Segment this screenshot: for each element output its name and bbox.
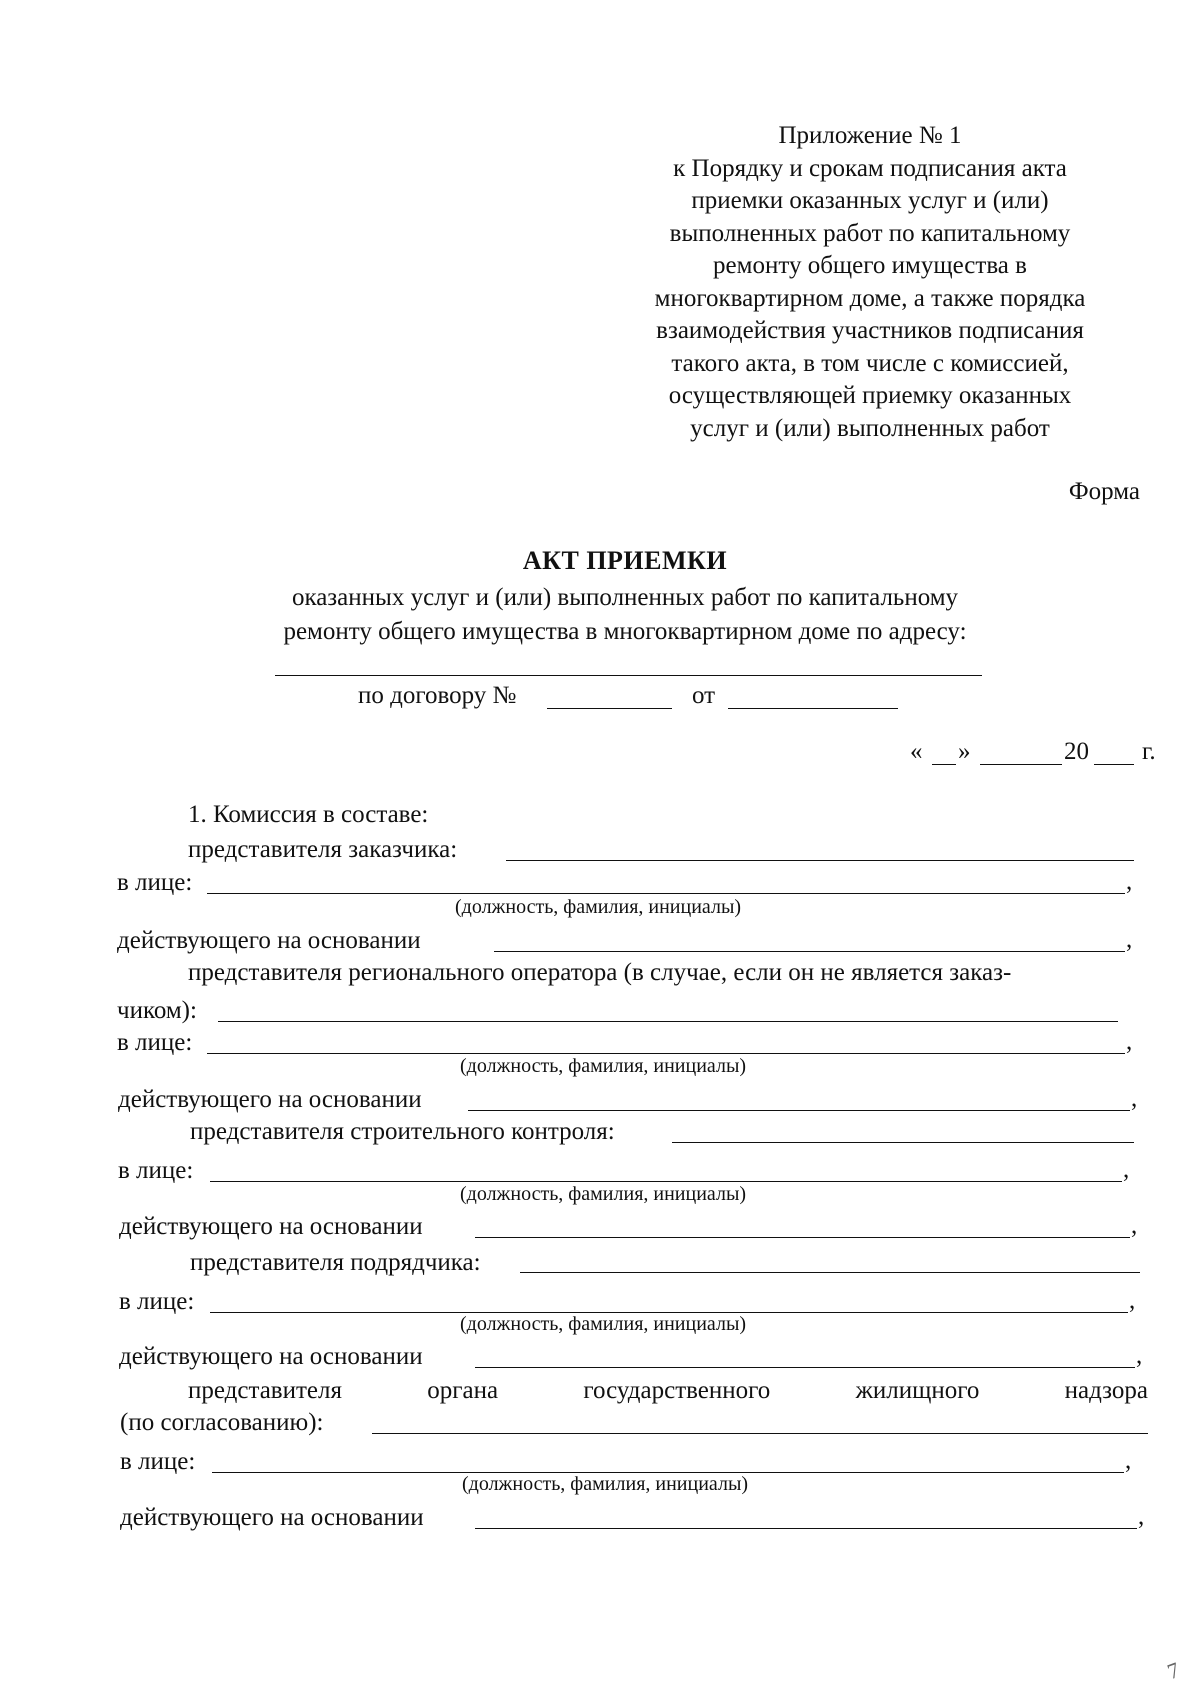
date-year-prefix: 20 (1064, 738, 1089, 765)
in-person-label: в лице: (117, 1029, 193, 1056)
contractor-field[interactable] (520, 1272, 1140, 1273)
comma: , (1129, 1287, 1136, 1314)
appendix-line: выполненных работ по капитальному (669, 219, 1071, 247)
contract-number-field[interactable] (547, 708, 672, 709)
person-caption: (должность, фамилия, инициалы) (460, 1055, 747, 1077)
acting-basis-label: действующего на основании (118, 1086, 422, 1113)
construction-control-field[interactable] (672, 1142, 1134, 1143)
appendix-line: ремонту общего имущества в (713, 252, 1027, 279)
date-suffix: г. (1142, 738, 1156, 765)
appendix-line: осуществляющей приемку оказанных (668, 382, 1072, 409)
housing-word: представителя (188, 1377, 342, 1404)
regional-operator-field[interactable] (218, 1021, 1118, 1022)
housing-word: органа (427, 1377, 499, 1404)
housing-word: государственного (583, 1377, 771, 1404)
contract-date-field[interactable] (728, 708, 898, 709)
comma: , (1125, 1447, 1132, 1474)
regional-person-field[interactable] (207, 1053, 1125, 1054)
person-caption: (должность, фамилия, инициалы) (460, 1183, 747, 1205)
in-person-label: в лице: (118, 1157, 194, 1184)
regional-operator-label: представителя регионального оператора (в случае, если он не является заказ- (188, 959, 1012, 986)
acting-basis-label: действующего на основании (119, 1213, 423, 1240)
customer-rep-label: представителя заказчика: (188, 836, 458, 863)
comma: , (1131, 1212, 1138, 1239)
housing-word: жилищного (855, 1377, 980, 1404)
appendix-line: такого акта, в том числе с комиссией, (671, 349, 1069, 377)
date-close-quote: » (958, 738, 971, 765)
comma: , (1123, 1156, 1130, 1183)
person-caption: (должность, фамилия, инициалы) (462, 1473, 749, 1495)
appendix-title: Приложение № 1 (778, 122, 962, 149)
customer-rep-field[interactable] (506, 860, 1134, 861)
housing-word: надзора (1064, 1377, 1148, 1404)
person-caption: (должность, фамилия, инициалы) (455, 896, 742, 918)
in-person-label: в лице: (120, 1448, 196, 1475)
construction-basis-field[interactable] (475, 1237, 1130, 1238)
date-month-field[interactable] (980, 764, 1062, 765)
customer-person-field[interactable] (207, 893, 1125, 894)
appendix-block (620, 120, 1120, 445)
date-year-field[interactable] (1094, 764, 1134, 765)
acting-basis-label: действующего на основании (120, 1504, 424, 1531)
address-field[interactable] (275, 675, 982, 676)
act-title: АКТ ПРИЕМКИ (522, 546, 728, 575)
regional-basis-field[interactable] (468, 1110, 1130, 1111)
corner-mark: 7 (1163, 1656, 1183, 1685)
in-person-label: в лице: (117, 869, 193, 896)
housing-supervision-field[interactable] (372, 1433, 1148, 1434)
regional-operator-label-cont: чиком): (117, 997, 197, 1024)
construction-control-label: представителя строительного контроля: (190, 1118, 615, 1145)
act-subtitle-1: оказанных услуг и (или) выполненных работ по капитальному (291, 584, 959, 611)
appendix-line: услуг и (или) выполненных работ (690, 414, 1050, 442)
contract-from-label: от (692, 682, 716, 709)
in-person-label: в лице: (119, 1288, 195, 1315)
section-heading: 1. Комиссия в составе: (188, 801, 429, 828)
housing-basis-field[interactable] (475, 1528, 1137, 1529)
comma: , (1126, 926, 1133, 953)
comma: , (1138, 1503, 1145, 1530)
housing-supervision-label (188, 1376, 1148, 1406)
appendix-line: взаимодействия участников подписания (656, 317, 1084, 344)
date-open-quote: « (910, 738, 923, 765)
contract-prefix: по договору № (358, 682, 517, 709)
customer-basis-field[interactable] (494, 951, 1125, 952)
person-caption: (должность, фамилия, инициалы) (460, 1313, 747, 1335)
construction-person-field[interactable] (210, 1181, 1122, 1182)
appendix-line: к Порядку и срокам подписания акта (673, 154, 1067, 182)
by-agreement-label: (по согласованию): (120, 1409, 324, 1436)
form-label: Форма (1068, 478, 1140, 505)
appendix-line: приемки оказанных услуг и (или) (691, 187, 1049, 214)
contractor-basis-field[interactable] (475, 1367, 1135, 1368)
comma: , (1126, 1028, 1133, 1055)
act-subtitle-2: ремонту общего имущества в многоквартирном доме по адресу: (283, 618, 967, 645)
comma: , (1131, 1085, 1138, 1112)
comma: , (1136, 1342, 1143, 1369)
contractor-label: представителя подрядчика: (190, 1249, 481, 1276)
comma: , (1126, 868, 1133, 895)
appendix-line: многоквартирном доме, а также порядка (654, 284, 1086, 312)
date-day-field[interactable] (932, 764, 956, 765)
acting-basis-label: действующего на основании (117, 927, 421, 954)
acting-basis-label: действующего на основании (119, 1343, 423, 1370)
